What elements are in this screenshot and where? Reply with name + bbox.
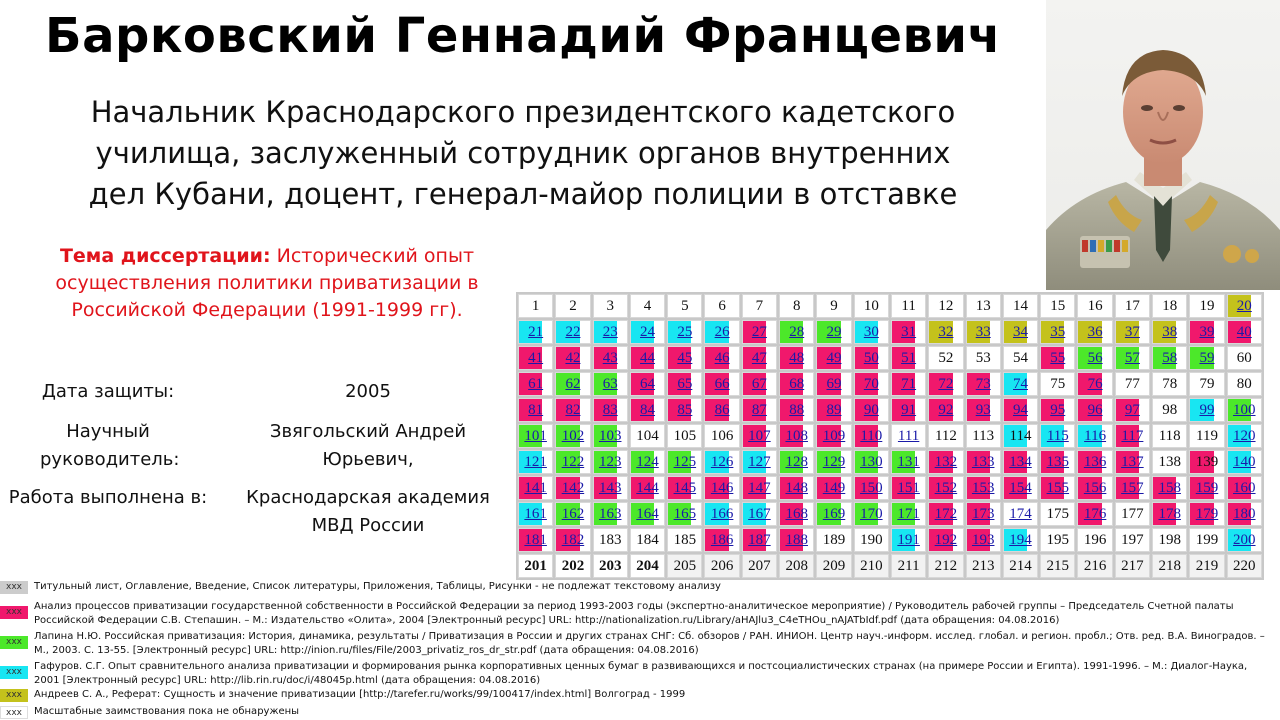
- page-cell-161[interactable]: 161: [518, 502, 553, 526]
- page-cell-218: 218: [1152, 554, 1187, 578]
- page-cell-198: 198: [1152, 528, 1187, 552]
- page-cell-160[interactable]: 160: [1227, 476, 1262, 500]
- page-cell-219: 219: [1189, 554, 1224, 578]
- grid-row: [518, 502, 1262, 526]
- page-cell-113: 113: [966, 424, 1001, 448]
- position-description: [0, 92, 1046, 215]
- grid-row: [518, 346, 1262, 370]
- page-cell-164[interactable]: 164: [630, 502, 665, 526]
- page-cell-19: 19: [1189, 294, 1224, 318]
- page-cell-148[interactable]: 148: [779, 476, 814, 500]
- page-cell-159[interactable]: 159: [1189, 476, 1224, 500]
- page-cell-3: 3: [593, 294, 628, 318]
- page-cell-116[interactable]: 116: [1077, 424, 1112, 448]
- page-cell-209: 209: [816, 554, 851, 578]
- page-cell-183: 183: [593, 528, 628, 552]
- page-cell-143[interactable]: 143: [593, 476, 628, 500]
- page-cell-202: 202: [555, 554, 590, 578]
- page-cell-36[interactable]: 36: [1077, 320, 1112, 344]
- page-cell-193[interactable]: 193: [966, 528, 1001, 552]
- page-cell-62[interactable]: 62: [555, 372, 590, 396]
- page-cell-74[interactable]: 74: [1003, 372, 1038, 396]
- page-cell-97[interactable]: 97: [1115, 398, 1150, 422]
- page-cell-102[interactable]: 102: [555, 424, 590, 448]
- page-cell-127[interactable]: 127: [742, 450, 777, 474]
- page-cell-185: 185: [667, 528, 702, 552]
- page-cell-123[interactable]: 123: [593, 450, 628, 474]
- page-cell-99[interactable]: 99: [1189, 398, 1224, 422]
- person-name: Барковский Геннадий Францевич: [45, 8, 1001, 64]
- page-cell-162[interactable]: 162: [555, 502, 590, 526]
- page-cell-147[interactable]: 147: [742, 476, 777, 500]
- page-cell-95[interactable]: 95: [1040, 398, 1075, 422]
- page-cell-196: 196: [1077, 528, 1112, 552]
- page-cell-67[interactable]: 67: [742, 372, 777, 396]
- page-cell-81[interactable]: 81: [518, 398, 553, 422]
- page-cell-180[interactable]: 180: [1227, 502, 1262, 526]
- page-cell-49[interactable]: 49: [816, 346, 851, 370]
- grid-row: [518, 320, 1262, 344]
- legend-swatch: ххх: [0, 606, 28, 619]
- page-cell-71[interactable]: 71: [891, 372, 926, 396]
- page-cell-134[interactable]: 134: [1003, 450, 1038, 474]
- page-cell-22[interactable]: 22: [555, 320, 590, 344]
- legend-swatch: ххх: [0, 636, 28, 649]
- page-cell-195: 195: [1040, 528, 1075, 552]
- page-cell-212: 212: [928, 554, 963, 578]
- page-cell-28[interactable]: 28: [779, 320, 814, 344]
- page-cell-87[interactable]: 87: [742, 398, 777, 422]
- info-label: Работа выполнена в:: [8, 487, 208, 508]
- page-cell-192[interactable]: 192: [928, 528, 963, 552]
- page-cell-15: 15: [1040, 294, 1075, 318]
- page-cell-132[interactable]: 132: [928, 450, 963, 474]
- page-cell-75: 75: [1040, 372, 1075, 396]
- grid-row: [518, 528, 1262, 552]
- page-cell-149[interactable]: 149: [816, 476, 851, 500]
- page-cell-76[interactable]: 76: [1077, 372, 1112, 396]
- page-cell-86[interactable]: 86: [704, 398, 739, 422]
- page-cell-174[interactable]: 174: [1003, 502, 1038, 526]
- page-cell-118: 118: [1152, 424, 1187, 448]
- legend-swatch: ххх: [0, 706, 28, 719]
- page-cell-115[interactable]: 115: [1040, 424, 1075, 448]
- page-cell-120[interactable]: 120: [1227, 424, 1262, 448]
- legend-swatch: ххх: [0, 581, 28, 594]
- page-cell-52: 52: [928, 346, 963, 370]
- page-cell-10: 10: [854, 294, 889, 318]
- page-cell-69[interactable]: 69: [816, 372, 851, 396]
- page-cell-1: 1: [518, 294, 553, 318]
- legend-text: Анализ процессов приватизации государственной собственности в Российской Федерации за период 1993-2003 годы (экспертно-аналитическое мероприятие) / Руководитель рабочей группы – Председатель Счетной палаты Российской Федерации С.В. Степашин. – М.: Издательство «Олита», 2004 [Электронный ресурс] URL: http://nationalization.ru/Library/aHAJlu3_C4eTHOu_nAJATbIdf.pdf (дата обращения: 04.08.2016): [34, 601, 1234, 626]
- page-cell-24[interactable]: 24: [630, 320, 665, 344]
- portrait-photo: [1046, 0, 1280, 290]
- page-cell-187[interactable]: 187: [742, 528, 777, 552]
- page-cell-7: 7: [742, 294, 777, 318]
- page-cell-154[interactable]: 154: [1003, 476, 1038, 500]
- page-cell-117[interactable]: 117: [1115, 424, 1150, 448]
- position-line: дел Кубани, доцент, генерал-майор полиции в отставке: [88, 177, 958, 211]
- page-cell-38[interactable]: 38: [1152, 320, 1187, 344]
- legend-swatch: ххх: [0, 689, 28, 702]
- page-cell-186[interactable]: 186: [704, 528, 739, 552]
- page-cell-94[interactable]: 94: [1003, 398, 1038, 422]
- page-cell-122[interactable]: 122: [555, 450, 590, 474]
- page-cell-107[interactable]: 107: [742, 424, 777, 448]
- page-cell-26[interactable]: 26: [704, 320, 739, 344]
- page-cell-128[interactable]: 128: [779, 450, 814, 474]
- info-value: 2005: [345, 381, 391, 402]
- page-cell-150[interactable]: 150: [854, 476, 889, 500]
- dissertation-topic: [30, 243, 504, 324]
- page-cell-44[interactable]: 44: [630, 346, 665, 370]
- page-cell-73[interactable]: 73: [966, 372, 1001, 396]
- page-cell-68[interactable]: 68: [779, 372, 814, 396]
- page-cell-135[interactable]: 135: [1040, 450, 1075, 474]
- page-cell-100[interactable]: 100: [1227, 398, 1262, 422]
- page-cell-153[interactable]: 153: [966, 476, 1001, 500]
- page-cell-157[interactable]: 157: [1115, 476, 1150, 500]
- page-cell-79: 79: [1189, 372, 1224, 396]
- page-cell-82[interactable]: 82: [555, 398, 590, 422]
- page-cell-205: 205: [667, 554, 702, 578]
- page-cell-45[interactable]: 45: [667, 346, 702, 370]
- page-cell-54: 54: [1003, 346, 1038, 370]
- page-similarity-grid: [516, 292, 1264, 580]
- info-value: Краснодарская академия МВД России: [246, 487, 490, 536]
- page-cell-59[interactable]: 59: [1189, 346, 1224, 370]
- page-cell-5: 5: [667, 294, 702, 318]
- page-cell-151[interactable]: 151: [891, 476, 926, 500]
- page-cell-83[interactable]: 83: [593, 398, 628, 422]
- page-cell-47[interactable]: 47: [742, 346, 777, 370]
- grid-row: [518, 398, 1262, 422]
- page-cell-101[interactable]: 101: [518, 424, 553, 448]
- page-cell-2: 2: [555, 294, 590, 318]
- page-cell-57[interactable]: 57: [1115, 346, 1150, 370]
- page-cell-63[interactable]: 63: [593, 372, 628, 396]
- page-cell-167[interactable]: 167: [742, 502, 777, 526]
- page-cell-140[interactable]: 140: [1227, 450, 1262, 474]
- page-cell-6: 6: [704, 294, 739, 318]
- page-cell-217: 217: [1115, 554, 1150, 578]
- page-cell-170[interactable]: 170: [854, 502, 889, 526]
- page-cell-35[interactable]: 35: [1040, 320, 1075, 344]
- page-cell-114: 114: [1003, 424, 1038, 448]
- page-cell-214: 214: [1003, 554, 1038, 578]
- page-cell-106: 106: [704, 424, 739, 448]
- page-cell-144[interactable]: 144: [630, 476, 665, 500]
- page-cell-139: 139: [1189, 450, 1224, 474]
- page-cell-60: 60: [1227, 346, 1262, 370]
- page-cell-189: 189: [816, 528, 851, 552]
- page-cell-92[interactable]: 92: [928, 398, 963, 422]
- page-cell-111[interactable]: 111: [891, 424, 926, 448]
- page-cell-96[interactable]: 96: [1077, 398, 1112, 422]
- page-cell-88[interactable]: 88: [779, 398, 814, 422]
- page-cell-155[interactable]: 155: [1040, 476, 1075, 500]
- page-cell-37[interactable]: 37: [1115, 320, 1150, 344]
- page-cell-176[interactable]: 176: [1077, 502, 1112, 526]
- page-cell-65[interactable]: 65: [667, 372, 702, 396]
- page-cell-16: 16: [1077, 294, 1112, 318]
- page-cell-213: 213: [966, 554, 1001, 578]
- page-cell-21[interactable]: 21: [518, 320, 553, 344]
- page-cell-190: 190: [854, 528, 889, 552]
- page-cell-181[interactable]: 181: [518, 528, 553, 552]
- page-cell-184: 184: [630, 528, 665, 552]
- page-cell-220: 220: [1227, 554, 1262, 578]
- page-cell-64[interactable]: 64: [630, 372, 665, 396]
- grid-row: [518, 554, 1262, 578]
- page-cell-175: 175: [1040, 502, 1075, 526]
- page-cell-166[interactable]: 166: [704, 502, 739, 526]
- page-cell-40[interactable]: 40: [1227, 320, 1262, 344]
- page-cell-84[interactable]: 84: [630, 398, 665, 422]
- page-cell-58[interactable]: 58: [1152, 346, 1187, 370]
- page-cell-207: 207: [742, 554, 777, 578]
- legend-text: Гафуров. С.Г. Опыт сравнительного анализа приватизации и формирования рынка корпоративных ценных бумаг в развивающихся и постсоциалистических странах (на примере России и Египта). 1991-1996. – М.: Диалог-Наука, 2001 [Электронный ресурс] URL: http://lib.rin.ru/doc/i/48045p.html (дата обращения: 04.08.2016): [34, 661, 1248, 686]
- page-cell-32[interactable]: 32: [928, 320, 963, 344]
- page-cell-194[interactable]: 194: [1003, 528, 1038, 552]
- page-cell-112: 112: [928, 424, 963, 448]
- page-cell-4: 4: [630, 294, 665, 318]
- page-cell-43[interactable]: 43: [593, 346, 628, 370]
- page-cell-104: 104: [630, 424, 665, 448]
- page-cell-42[interactable]: 42: [555, 346, 590, 370]
- page-cell-109[interactable]: 109: [816, 424, 851, 448]
- legend-text: Масштабные заимствования пока не обнаружены: [34, 706, 300, 717]
- grid-row: [518, 424, 1262, 448]
- page-cell-165[interactable]: 165: [667, 502, 702, 526]
- page-cell-210: 210: [854, 554, 889, 578]
- page-cell-216: 216: [1077, 554, 1112, 578]
- info-label: Научный руководитель:: [40, 421, 180, 470]
- page-cell-211: 211: [891, 554, 926, 578]
- page-cell-156[interactable]: 156: [1077, 476, 1112, 500]
- legend-text: Лапина Н.Ю. Российская приватизация: История, динамика, результаты / Приватизация в России и других странах СНГ: Сб. обзоров / РАН. ИНИОН. Центр науч.-информ. исслед. глобал. и регион. пробл.; Отв. ред. В.А. Виноградов. – М., 2003. С. 13-55. [Электронный ресурс] URL: http://inion.ru/files/File/2003_privatiz_ros_dr_str.pdf (дата обращения: 04.08.2016): [34, 631, 1265, 656]
- page-cell-171[interactable]: 171: [891, 502, 926, 526]
- page-cell-31[interactable]: 31: [891, 320, 926, 344]
- page-cell-172[interactable]: 172: [928, 502, 963, 526]
- page-cell-8: 8: [779, 294, 814, 318]
- page-cell-168[interactable]: 168: [779, 502, 814, 526]
- page-cell-41[interactable]: 41: [518, 346, 553, 370]
- page-cell-27[interactable]: 27: [742, 320, 777, 344]
- page-cell-13: 13: [966, 294, 1001, 318]
- position-line: Начальник Краснодарского президентского кадетского: [90, 95, 956, 129]
- page-cell-51[interactable]: 51: [891, 346, 926, 370]
- page-cell-93[interactable]: 93: [966, 398, 1001, 422]
- page-cell-131[interactable]: 131: [891, 450, 926, 474]
- page-cell-12: 12: [928, 294, 963, 318]
- page-cell-80: 80: [1227, 372, 1262, 396]
- page-cell-66[interactable]: 66: [704, 372, 739, 396]
- page-cell-17: 17: [1115, 294, 1150, 318]
- page-cell-191[interactable]: 191: [891, 528, 926, 552]
- page-cell-138: 138: [1152, 450, 1187, 474]
- page-cell-105: 105: [667, 424, 702, 448]
- page-cell-55[interactable]: 55: [1040, 346, 1075, 370]
- position-line: училища, заслуженный сотрудник органов внутренних: [95, 136, 951, 170]
- page-cell-200[interactable]: 200: [1227, 528, 1262, 552]
- page-cell-152[interactable]: 152: [928, 476, 963, 500]
- page-cell-78: 78: [1152, 372, 1187, 396]
- topic-label: Тема диссертации:: [59, 245, 271, 267]
- page-cell-50[interactable]: 50: [854, 346, 889, 370]
- page-cell-29[interactable]: 29: [816, 320, 851, 344]
- page-cell-215: 215: [1040, 554, 1075, 578]
- page-cell-53: 53: [966, 346, 1001, 370]
- page-cell-206: 206: [704, 554, 739, 578]
- grid-row: [518, 372, 1262, 396]
- grid-row: [518, 476, 1262, 500]
- page-cell-146[interactable]: 146: [704, 476, 739, 500]
- page-cell-197: 197: [1115, 528, 1150, 552]
- page-cell-179[interactable]: 179: [1189, 502, 1224, 526]
- page-cell-108[interactable]: 108: [779, 424, 814, 448]
- page-cell-61[interactable]: 61: [518, 372, 553, 396]
- page-cell-25[interactable]: 25: [667, 320, 702, 344]
- page-cell-119: 119: [1189, 424, 1224, 448]
- page-cell-70[interactable]: 70: [854, 372, 889, 396]
- page-cell-72[interactable]: 72: [928, 372, 963, 396]
- page-cell-98: 98: [1152, 398, 1187, 422]
- page-cell-46[interactable]: 46: [704, 346, 739, 370]
- legend-text: Андреев С. А., Реферат: Сущность и значение приватизации [http://tarefer.ru/works/99/100417/index.html] Волгоград - 1999: [34, 689, 686, 700]
- page-cell-125[interactable]: 125: [667, 450, 702, 474]
- page-cell-121[interactable]: 121: [518, 450, 553, 474]
- page-cell-39[interactable]: 39: [1189, 320, 1224, 344]
- page-cell-23[interactable]: 23: [593, 320, 628, 344]
- page-cell-89[interactable]: 89: [816, 398, 851, 422]
- page-cell-14: 14: [1003, 294, 1038, 318]
- page-cell-199: 199: [1189, 528, 1224, 552]
- page-cell-90[interactable]: 90: [854, 398, 889, 422]
- page-cell-33[interactable]: 33: [966, 320, 1001, 344]
- grid-row: [518, 450, 1262, 474]
- page-cell-124[interactable]: 124: [630, 450, 665, 474]
- page-cell-130[interactable]: 130: [854, 450, 889, 474]
- page-cell-163[interactable]: 163: [593, 502, 628, 526]
- page-cell-173[interactable]: 173: [966, 502, 1001, 526]
- page-cell-203: 203: [593, 554, 628, 578]
- page-cell-178[interactable]: 178: [1152, 502, 1187, 526]
- info-label: Дата защиты:: [41, 381, 175, 402]
- page-cell-137[interactable]: 137: [1115, 450, 1150, 474]
- page-cell-158[interactable]: 158: [1152, 476, 1187, 500]
- page-cell-56[interactable]: 56: [1077, 346, 1112, 370]
- page-cell-129[interactable]: 129: [816, 450, 851, 474]
- page-cell-91[interactable]: 91: [891, 398, 926, 422]
- page-cell-201: 201: [518, 554, 553, 578]
- legend-text: Титульный лист, Оглавление, Введение, Список литературы, Приложения, Таблицы, Рисунки - не подлежат текстовому анализу: [34, 581, 721, 592]
- page-cell-126[interactable]: 126: [704, 450, 739, 474]
- page-cell-20[interactable]: 20: [1227, 294, 1262, 318]
- page-cell-30[interactable]: 30: [854, 320, 889, 344]
- grid-row: [518, 294, 1262, 318]
- page-cell-110[interactable]: 110: [854, 424, 889, 448]
- page-cell-103[interactable]: 103: [593, 424, 628, 448]
- page-cell-133[interactable]: 133: [966, 450, 1001, 474]
- page-cell-169[interactable]: 169: [816, 502, 851, 526]
- page-cell-85[interactable]: 85: [667, 398, 702, 422]
- page-cell-142[interactable]: 142: [555, 476, 590, 500]
- page-cell-188[interactable]: 188: [779, 528, 814, 552]
- page-cell-182[interactable]: 182: [555, 528, 590, 552]
- legend-swatch: ххх: [0, 666, 28, 679]
- page-cell-18: 18: [1152, 294, 1187, 318]
- page-cell-34[interactable]: 34: [1003, 320, 1038, 344]
- page-cell-204: 204: [630, 554, 665, 578]
- page-cell-145[interactable]: 145: [667, 476, 702, 500]
- page-cell-11: 11: [891, 294, 926, 318]
- page-cell-9: 9: [816, 294, 851, 318]
- page-cell-208: 208: [779, 554, 814, 578]
- info-value: Звягольский Андрей Юрьевич,: [269, 421, 467, 470]
- page-cell-177: 177: [1115, 502, 1150, 526]
- page-cell-141[interactable]: 141: [518, 476, 553, 500]
- page-cell-77: 77: [1115, 372, 1150, 396]
- page-cell-48[interactable]: 48: [779, 346, 814, 370]
- portrait-icon: [1046, 0, 1280, 290]
- page-cell-136[interactable]: 136: [1077, 450, 1112, 474]
- topic-text: Исторический опыт осуществления политики приватизации в Российской Федерации (1991-1999 гг).: [55, 245, 479, 321]
